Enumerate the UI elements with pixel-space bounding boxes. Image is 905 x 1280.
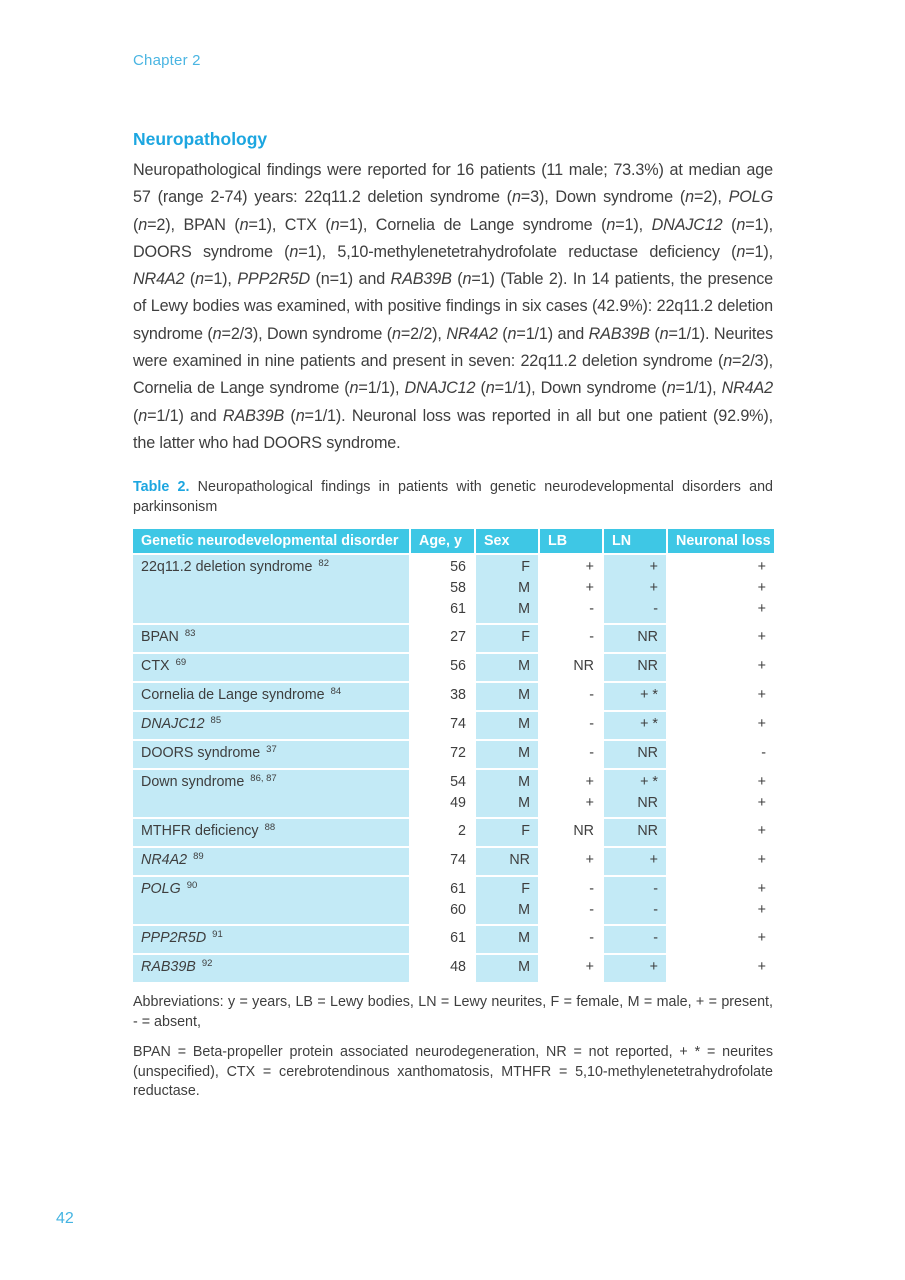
gene-name-italic: n	[685, 188, 694, 207]
gene-name-italic: n	[349, 379, 359, 398]
gene-name-italic: n	[606, 215, 616, 234]
gene-name-italic: n	[295, 406, 305, 425]
table-cell-disorder: NR4A2 $^{89}$	[133, 848, 409, 875]
table-cell-disorder: DOORS syndrome $^{37}$	[133, 741, 409, 768]
table-cell-ln-col: +	[604, 955, 666, 982]
table-cell-age: 27	[450, 629, 466, 646]
table-cell-lb: -	[589, 687, 594, 704]
table-cell-sex: M M	[476, 770, 538, 817]
reference-superscript: 69	[175, 657, 187, 669]
table-cell-sex: F M	[476, 877, 538, 924]
gene-name-italic: n	[138, 215, 148, 234]
table-cell-disorder: DNAJC12 $^{85}$	[133, 712, 409, 739]
table-cell-lb: NR	[573, 823, 594, 840]
gene-name-italic: n	[195, 270, 205, 289]
table-header-cell: Age, y	[411, 529, 474, 553]
table-cell-neuronal-loss: +	[757, 629, 766, 646]
table-cell-neuronal-loss: + +	[757, 881, 766, 919]
footnote-paragraph: Abbreviations: y = years, LB = Lewy bodies, LN = Lewy neurites, F = female, M = male, + = present, - = absent,	[133, 994, 773, 1030]
gene-name-italic: n	[511, 188, 521, 207]
table-cell-age: 54 49	[450, 774, 466, 812]
table-cell-sex: F	[476, 625, 538, 652]
table-cell-disorder: RAB39B $^{92}$	[133, 955, 409, 982]
reference-superscript: 84	[330, 686, 342, 698]
table-cell-lb: + + -	[585, 559, 594, 618]
gene-name-italic: n	[723, 352, 733, 371]
reference-superscript: 37	[266, 744, 277, 756]
gene-name-italic: NR4A2	[721, 379, 774, 398]
table-cell-ln-col: + + -	[604, 555, 666, 623]
table-cell-ln-col: NR	[604, 741, 666, 768]
table-footnotes	[133, 993, 773, 1102]
reference-superscript: 91	[212, 929, 223, 941]
gene-name-italic: DNAJC12	[651, 215, 723, 234]
table-cell-neuronal-loss: +	[757, 658, 766, 675]
reference-superscript: 92	[201, 958, 213, 970]
table-row	[133, 819, 774, 846]
table-header-cell: Neuronal loss	[668, 529, 774, 553]
neuropathology-table	[131, 527, 776, 984]
gene-name-italic: RAB39B	[390, 270, 452, 289]
table-cell-ln-col: NR	[604, 819, 666, 846]
table-cell-neuronal-loss: + + +	[757, 559, 766, 618]
reference-superscript: 83	[184, 628, 196, 640]
table-cell-ln-col: + *	[604, 712, 666, 739]
table-caption-label: Table 2.	[133, 479, 190, 496]
gene-name-italic: n	[212, 324, 222, 343]
table-cell-age: 61	[450, 930, 466, 947]
reference-superscript: 85	[210, 715, 222, 727]
footnote-paragraph: BPAN = Beta-propeller protein associated neurodegeneration, NR = not reported, + * = neurites (unspecified), CTX = cerebrotendinous xanthomatosis, MTHFR = 5,10-methylenetetrahydrofolate reductase.	[133, 1044, 773, 1100]
reference-superscript: 82	[318, 558, 329, 570]
gene-name-italic: RAB39B	[588, 324, 650, 343]
gene-name-italic: n	[239, 215, 249, 234]
table-row	[133, 848, 774, 875]
gene-name-italic: n	[736, 242, 746, 261]
table-cell-lb: -	[589, 930, 594, 947]
table-caption-text: Neuropathological findings in patients with genetic neurodevelopmental disorders and parkinsonism	[133, 479, 773, 515]
table-cell-sex: M	[476, 955, 538, 982]
table-cell-neuronal-loss: +	[757, 716, 766, 733]
table-cell-lb: +	[585, 959, 594, 976]
reference-superscript: 86, 87	[250, 773, 277, 785]
table-cell-disorder: CTX $^{69}$	[133, 654, 409, 681]
table-cell-sex: F	[476, 819, 538, 846]
table-cell-lb: - -	[589, 881, 594, 919]
table-cell-age: 74	[450, 852, 466, 869]
table-row	[133, 877, 774, 924]
table-cell-sex: NR	[476, 848, 538, 875]
table-row	[133, 712, 774, 739]
gene-name-italic: n	[391, 324, 401, 343]
table-header-row	[133, 529, 774, 553]
table-row	[133, 683, 774, 710]
table-cell-ln-col: + *	[604, 683, 666, 710]
table-row	[133, 555, 774, 623]
running-header: Chapter 2	[133, 52, 201, 69]
table-cell-neuronal-loss: + +	[757, 774, 766, 812]
page-number: 42	[56, 1210, 74, 1227]
table-header-cell: Genetic neurodevelopmental disorder	[133, 529, 409, 553]
gene-name-italic: NR4A2	[446, 324, 498, 343]
table-cell-sex: F M M	[476, 555, 538, 623]
table-header-cell: LB	[540, 529, 602, 553]
table-cell-age: 48	[450, 959, 466, 976]
table-cell-neuronal-loss: +	[757, 687, 766, 704]
table-row	[133, 741, 774, 768]
table-cell-ln-col: + * NR	[604, 770, 666, 817]
gene-name-italic: DNAJC12	[404, 379, 476, 398]
body-paragraph: Neuropathological findings were reported for 16 patients (11 male; 73.3%) at median age 57 (range 2-74) years: 22q11.2 deletion syndrome (n=3), Down syndrome (n=2), POLG (n=2), BPAN (n=1), CTX (n=1), Cornelia de Lange syndrome (n=1), DNAJC12 (n=1), DOORS syndrome (n=1), 5,10-methylenetetrahydrofolate reductase deficiency (n=1), NR4A2 (n=1), PPP2R5D (n=1) and RAB39B (n=1) (Table 2). In 14 patients, the presence of Lewy bodies was examined, with positive findings in six cases (42.9%): 22q11.2 deletion syndrome (n=2/3), Down syndrome (n=2/2), NR4A2 (n=1/1) and RAB39B (n=1/1). Neurites were examined in nine patients and present in seven: 22q11.2 deletion syndrome (n=2/3), Cornelia de Lange syndrome (n=1/1), DNAJC12 (n=1/1), Down syndrome (n=1/1), NR4A2 (n=1/1) and RAB39B (n=1/1). Neuronal loss was reported in all but one patient (92.9%), the latter who had DOORS syndrome.	[133, 161, 774, 452]
table-row	[133, 926, 774, 953]
section-heading: Neuropathology	[133, 129, 268, 149]
table-cell-ln-col: NR	[604, 654, 666, 681]
table-cell-ln-col: NR	[604, 625, 666, 652]
reference-superscript: 89	[193, 851, 204, 863]
table-cell-age: 38	[450, 687, 466, 704]
table-cell-disorder: MTHFR deficiency $^{88}$	[133, 819, 409, 846]
table-header-cell: LN	[604, 529, 666, 553]
table-cell-age: 56	[450, 658, 466, 675]
gene-name-italic: n	[507, 324, 517, 343]
table-cell-neuronal-loss: +	[757, 930, 766, 947]
table-cell-neuronal-loss: +	[757, 852, 766, 869]
gene-name-italic: PPP2R5D	[237, 270, 311, 289]
table-cell-age: 72	[450, 745, 466, 762]
table-cell-disorder: BPAN $^{83}$	[133, 625, 409, 652]
table-cell-age: 2	[458, 823, 466, 840]
table-row	[133, 625, 774, 652]
table-cell-lb: +	[585, 852, 594, 869]
page-content	[133, 129, 773, 1113]
table-cell-disorder: PPP2R5D $^{91}$	[133, 926, 409, 953]
gene-name-italic: n	[736, 215, 746, 234]
table-cell-disorder: Down syndrome $^{86, 87}$	[133, 770, 409, 817]
table-cell-age: 74	[450, 716, 466, 733]
gene-name-italic: NR4A2	[133, 270, 185, 289]
gene-name-italic: n	[462, 270, 472, 289]
table-cell-disorder: Cornelia de Lange syndrome $^{84}$	[133, 683, 409, 710]
reference-superscript: 90	[186, 880, 198, 892]
gene-name-italic: n	[289, 242, 299, 261]
table-cell-disorder: 22q11.2 deletion syndrome $^{82}$	[133, 555, 409, 623]
table-cell-ln-col: - -	[604, 877, 666, 924]
gene-name-italic: n	[659, 324, 669, 343]
table-cell-age: 61 60	[450, 881, 466, 919]
table-cell-neuronal-loss: +	[757, 959, 766, 976]
table-cell-age: 56 58 61	[450, 559, 466, 618]
table-cell-sex: M	[476, 926, 538, 953]
table-cell-sex: M	[476, 683, 538, 710]
table-cell-sex: M	[476, 712, 538, 739]
table-row	[133, 770, 774, 817]
table-cell-lb: -	[589, 745, 594, 762]
table-cell-sex: M	[476, 741, 538, 768]
reference-superscript: 88	[264, 822, 276, 834]
table-cell-sex: M	[476, 654, 538, 681]
gene-name-italic: n	[666, 379, 676, 398]
table-cell-lb: NR	[573, 658, 594, 675]
table-row	[133, 955, 774, 982]
table-header-cell: Sex	[476, 529, 538, 553]
table-cell-lb: -	[589, 629, 594, 646]
gene-name-italic: n	[138, 406, 148, 425]
table-cell-disorder: POLG $^{90}$	[133, 877, 409, 924]
table-cell-lb: -	[589, 716, 594, 733]
gene-name-italic: POLG	[728, 188, 774, 207]
table-cell-neuronal-loss: +	[757, 823, 766, 840]
gene-name-italic: n	[330, 215, 340, 234]
table-caption	[133, 478, 773, 517]
gene-name-italic: n	[485, 379, 495, 398]
gene-name-italic: RAB39B	[222, 406, 285, 425]
table-cell-neuronal-loss: -	[761, 745, 766, 762]
table-cell-ln-col: -	[604, 926, 666, 953]
table-row	[133, 654, 774, 681]
table-cell-lb: + +	[585, 774, 594, 812]
table-cell-ln-col: +	[604, 848, 666, 875]
